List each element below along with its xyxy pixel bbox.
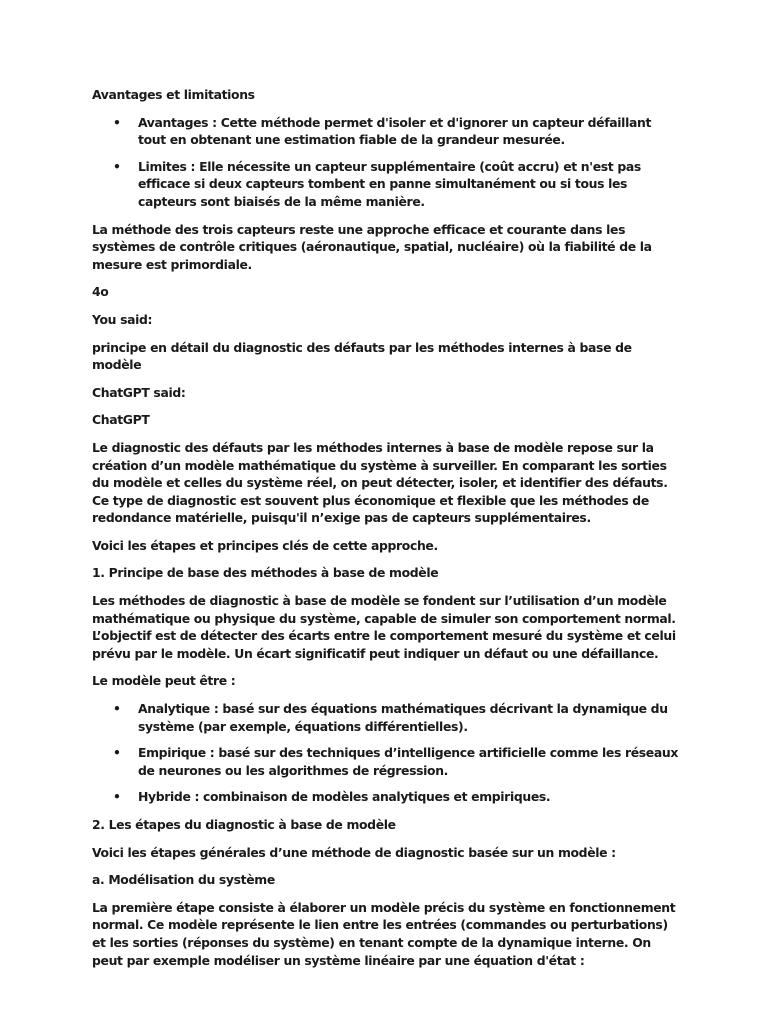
bullet-icon: • (113, 789, 121, 805)
section1-paragraph: Les méthodes de diagnostic à base de modèle se fondent sur l’utilisation d’un modèle mathématique ou physique du système, capable de simuler son comportement normal. L’objectif est de détecter des écarts entre le comportement mesuré du système et celui prévu par le modèle. Un écart significatif peut indiquer un défaut ou une défaillance. (92, 593, 676, 661)
model-can-be: Le modèle peut être : (92, 673, 236, 689)
intro-paragraph: Le diagnostic des défauts par les méthodes internes à base de modèle repose sur la création d’un modèle mathématique du système à surveiller. En comparant les sorties du modèle et celles du système réel, on peut détecter, isoler, et identifier des défauts. Ce type de diagnostic est souvent plus économique et flexible que les méthodes de redondance matérielle, puisqu'il n’exige pas de capteurs supplémentaires. (92, 439, 668, 526)
list-item (92, 788, 678, 806)
model-tag: 4o (92, 284, 109, 300)
bullet-icon: • (113, 745, 121, 761)
advantages-list (92, 114, 678, 211)
chatgpt-label: ChatGPT (92, 412, 150, 428)
chatgpt-said-label: ChatGPT said: (92, 384, 186, 400)
model-types-list (92, 700, 678, 806)
list-item-text: Hybride : combinaison de modèles analytiques et empiriques. (138, 789, 551, 805)
list-item-text: Empirique : basé sur des techniques d’intelligence artificielle comme les réseaux de neurones ou les algorithmes de régression. (138, 745, 678, 778)
steps-intro: Voici les étapes et principes clés de cette approche. (92, 537, 438, 553)
list-item (92, 744, 678, 779)
subsection-a-paragraph: La première étape consiste à élaborer un modèle précis du système en fonctionnement normal. Ce modèle représente le lien entre les entrées (commandes ou perturbations) et les sorties (réponses du système) en tenant compte de la dynamique interne. On peut par exemple modéliser un système linéaire par une équation d'état : (92, 899, 676, 968)
user-prompt: principe en détail du diagnostic des défauts par les méthodes internes à base de modèle (92, 339, 632, 373)
document-page (92, 86, 678, 979)
list-item-text: Analytique : basé sur des équations mathématiques décrivant la dynamique du système (par exemple, équations différentielles). (138, 701, 668, 734)
section1-title: 1. Principe de base des méthodes à base de modèle (92, 565, 439, 581)
bullet-icon: • (113, 158, 121, 174)
list-item (92, 114, 678, 149)
list-item (92, 700, 678, 735)
conclusion-paragraph: La méthode des trois capteurs reste une approche efficace et courante dans les systèmes de contrôle critiques (aéronautique, spatial, nucléaire) où la fiabilité de la mesure est primordiale. (92, 221, 652, 272)
subsection-a-title: a. Modélisation du système (92, 872, 275, 888)
list-item (92, 158, 678, 211)
you-said-label: You said: (92, 311, 153, 327)
list-item-text: Avantages : Cette méthode permet d'isoler et d'ignorer un capteur défaillant tout en obtenant une estimation fiable de la grandeur mesurée. (138, 114, 652, 148)
section2-title: 2. Les étapes du diagnostic à base de modèle (92, 817, 396, 832)
bullet-icon: • (113, 701, 121, 717)
heading-advantages: Avantages et limitations (92, 87, 255, 102)
bullet-icon: • (113, 114, 121, 130)
section2-intro: Voici les étapes générales d’une méthode de diagnostic basée sur un modèle : (92, 844, 616, 860)
list-item-text: Limites : Elle nécessite un capteur supplémentaire (coût accru) et n'est pas efficace si deux capteurs tombent en panne simultanément ou si tous les capteurs sont biaisés de la même manière. (138, 158, 641, 209)
